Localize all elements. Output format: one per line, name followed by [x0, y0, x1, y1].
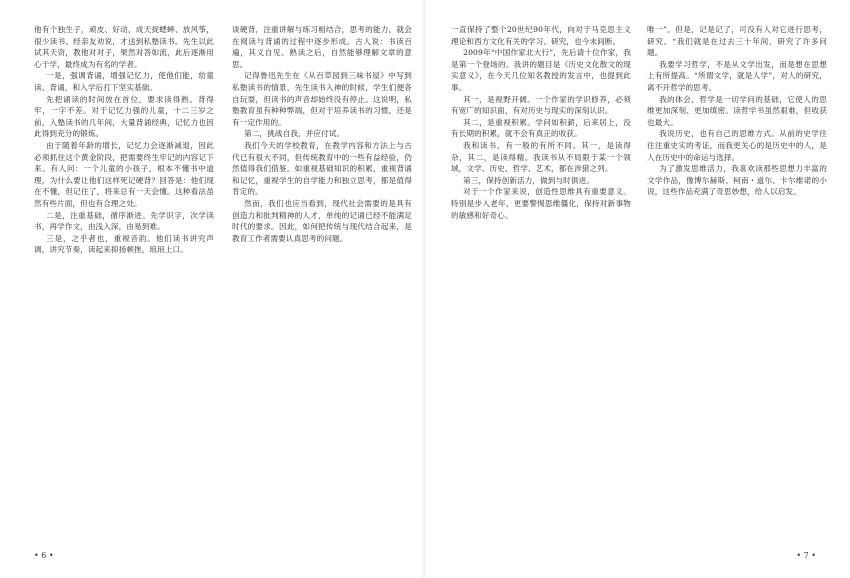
page-number: • 7 •	[796, 551, 816, 560]
paragraph: 先把诵读的时间放在首位，要求读得熟、背得牢，一字不差。对于记忆力强的儿童，十二三岁之前，入塾读书的几年间，大量背诵经典，记忆力也因此得到充分的锻炼。	[34, 94, 214, 139]
paragraph: 为了激发思维活力，我喜欢读那些思想力丰富的文学作品，像博尔赫斯、柯南・道尔、卡尔维诺的小说，这些作品充满了奇思妙想，给人以启发。	[647, 164, 827, 197]
paragraph: 谈硬背，注重讲解与练习相结合，思考的能力，就会在阅读与背诵的过程中逐步形成。古人说：书读百遍，其义自见。熟读之后，自然能够理解文章的意思。	[232, 25, 412, 69]
paragraph: 其二，是重视积累。学问如积薪，后来居上，没有长期的积累，就不会有真正的收获。	[451, 117, 631, 139]
right-page-column-b	[647, 24, 827, 544]
paragraph: 我说历史，也有自己的思维方式。从前的史学往往注重史实的考证，而我更关心的是历史中的人，是人在历史中的命运与选择。	[647, 129, 827, 162]
page-number: • 6 •	[34, 551, 54, 560]
paragraph: 一直保持了整个20世纪90年代，向对于马克思主义理论和西方文化有关的学习、研究，也今未间断。	[451, 25, 631, 46]
paragraph: 二是，注重基础，循序渐进。先学识字，次学读书，再学作文，由浅入深，由易到难。	[34, 210, 214, 232]
paragraph: 第三，保持创新活力，做到与时俱进。	[463, 175, 594, 185]
paragraph: 然而，我们也应当看到，现代社会需要的是具有创造力和批判精神的人才，单纯的记诵已经不能满足时代的要求。因此，如何把传统与现代结合起来，是教育工作者需要认真思考的问题。	[232, 198, 412, 243]
paragraph: 三是，之乎者也，重视音韵。他们读书讲究声调，讲究节奏，读起来抑扬顿挫，琅琅上口。	[34, 233, 214, 255]
paragraph: 唯一”。但是，记是记了，可没有人对它进行思考，研究。“我们就是在过去三十年间，研究了许多问题。	[647, 25, 827, 58]
left-page-column-b	[232, 24, 412, 544]
paragraph: 由于随着年龄的增长，记忆力会逐渐减退，因此必须抓住这个黄金阶段，把需要终生牢记的内容记下来。有人问：一个儿童的小孩子，根本不懂书中道理，为什么要让他们这样死记硬背？回答是：他们现在不懂，但记住了，将来总有一天会懂。这种看法虽然有些片面，但也有合理之处。	[34, 140, 214, 208]
paragraph: 对于一个作家来说，创造性思维具有重要意义。特别是步入老年，更要警惕思维僵化，保持对新事物的敏感和好奇心。	[451, 187, 631, 220]
paragraph: 一是，强调背诵，增强记忆力，使他们能，幼童读、背诵，和入学后打下坚实基础。	[34, 71, 214, 92]
paragraph: 我和读书，有一般的有所不同。其一，是读得杂，其二，是读得精。我读书从不局限于某一个领域，文学、历史、哲学、艺术，都在涉猎之列。	[451, 140, 631, 174]
paragraph: 他有个独生子，顽皮、好动，成天捉蟋蟀、放风筝，很少读书。经亲友劝说，才送到私塾读书。先生以此试其天资，教他对对子，果然对答如流，此后逐渐用心于学，最终成为有名的学者。	[34, 25, 214, 69]
left-page-column-a	[34, 24, 214, 544]
paragraph: 我们今天的学校教育，在教学内容和方法上与古代已有很大不同，但传统教育中的一些有益经验，仍然值得我们借鉴。如重视基础知识的积累，重视背诵和记忆，重视学生的自学能力和独立思考，都是值得肯定的。	[232, 140, 412, 197]
paragraph: 记得鲁迅先生在《从百草园到三味书屋》中写到私塾读书的情景，先生读书入神的时候，学生们便各自玩耍，但读书的声音却始终没有停止。这说明，私塾教育虽有种种弊端，但对于培养读书的习惯，还是有一定作用的。	[232, 71, 412, 127]
paragraph: 其一，是视野开阔。一个作家的学识修养，必须有宽广的知识面，有对历史与现实的深刻认识。	[451, 94, 631, 116]
right-page	[425, 0, 850, 578]
paragraph: 2009年“中国作家北大行”，先后请十位作家，我是第一个登场的。我讲的题目是《历史文化散文的现实意义》，在今天几位知名教授的发言中，也提到此事。	[451, 48, 631, 92]
right-page-column-a	[451, 24, 631, 544]
paragraph: 我的体会，哲学是一切学问的基础，它使人的思维更加深刻、更加缜密。读哲学书虽然艰难，但收获也最大。	[647, 94, 827, 127]
paragraph: 我要学习哲学，不是从文学出发，而是想在思想上有所提高。“所谓文学，就是人学”，对人的研究，离不开哲学的思考。	[647, 59, 827, 92]
paragraph: 第二，挑战自我，并应付试。	[244, 129, 345, 139]
